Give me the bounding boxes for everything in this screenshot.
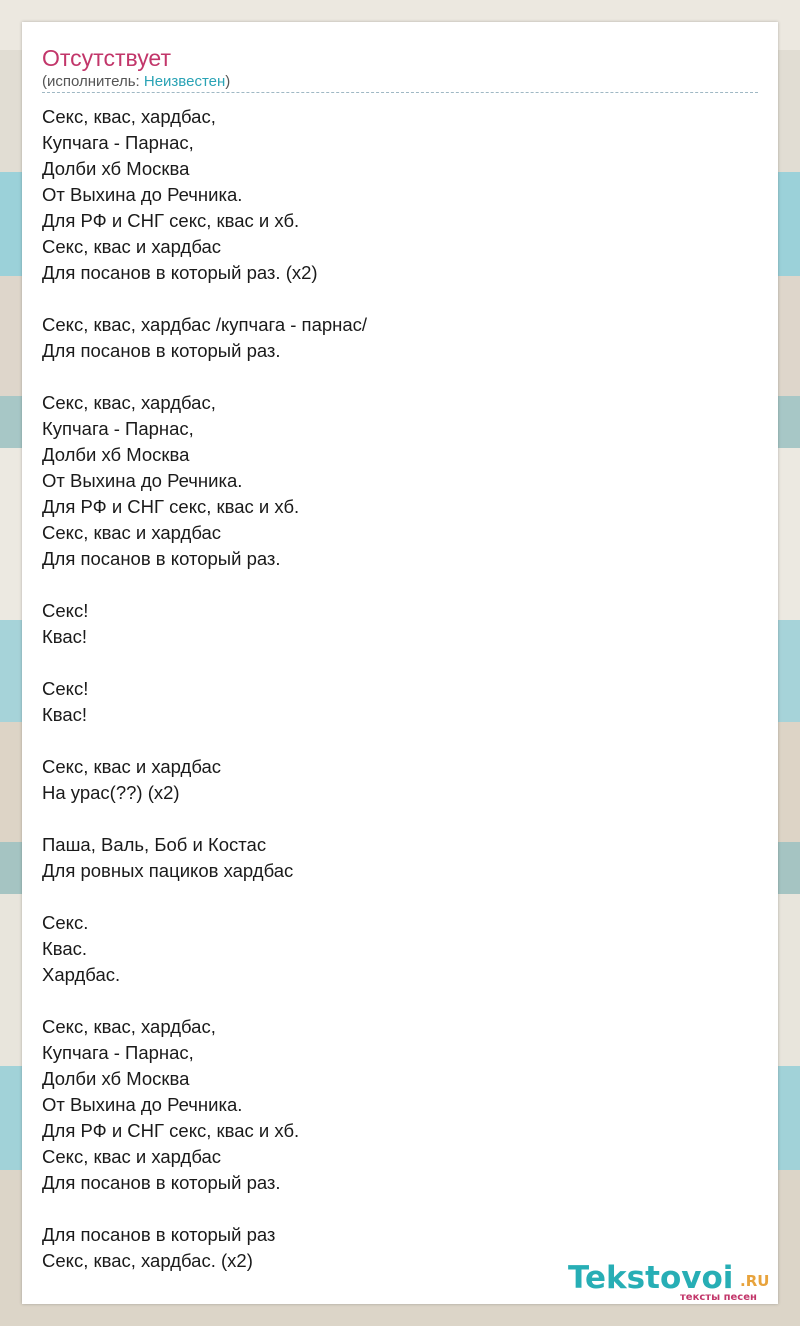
lyric-line: Купчага - Парнас, [42, 1042, 194, 1063]
lyric-blank-line [42, 1196, 758, 1222]
artist-suffix: ) [225, 73, 231, 90]
lyric-line: Квас! [42, 704, 88, 725]
artist-link[interactable]: Неизвестен [143, 73, 226, 90]
lyric-line: Для РФ и СНГ секс, квас и хб. [42, 1120, 300, 1141]
lyric-line: Хардбас. [42, 964, 121, 985]
lyric-blank-line [42, 988, 758, 1014]
lyric-blank-line [42, 650, 758, 676]
logo-tld: .RU [740, 1272, 770, 1290]
lyric-line: Квас. [42, 938, 88, 959]
lyric-line: Паша, Валь, Боб и Костас [42, 834, 267, 855]
lyric-line: Секс! [42, 600, 89, 621]
lyric-line: Для РФ и СНГ секс, квас и хб. [42, 496, 300, 517]
lyric-line: Купчага - Парнас, [42, 132, 194, 153]
lyric-line: Долби хб Москва [42, 444, 190, 465]
artist-prefix: (исполнитель: [42, 73, 144, 90]
lyric-line: На урас(??) (x2) [42, 782, 180, 803]
lyrics-card [22, 22, 778, 1304]
lyric-line: Секс, квас, хардбас, [42, 1016, 216, 1037]
lyric-line: Секс, квас, хардбас. (x2) [42, 1250, 253, 1271]
lyric-line: Для посанов в который раз [42, 1224, 276, 1245]
lyric-blank-line [42, 286, 758, 312]
lyric-line: Для посанов в который раз. [42, 1172, 281, 1193]
lyric-line: Долби хб Москва [42, 1068, 190, 1089]
song-title: Отсутствует [42, 45, 171, 71]
lyric-line: От Выхина до Речника. [42, 1094, 243, 1115]
lyric-blank-line [42, 884, 758, 910]
lyric-line: Купчага - Парнас, [42, 418, 194, 439]
lyric-line: Секс, квас и хардбас [42, 1146, 222, 1167]
lyrics-text [42, 104, 758, 1274]
lyric-line: Секс, квас и хардбас [42, 236, 222, 257]
lyric-line: Секс, квас, хардбас, [42, 392, 216, 413]
lyric-line: Долби хб Москва [42, 158, 190, 179]
lyric-line: Секс. [42, 912, 89, 933]
lyric-line: Секс, квас, хардбас, [42, 106, 216, 127]
lyric-line: От Выхина до Речника. [42, 184, 243, 205]
lyric-blank-line [42, 728, 758, 754]
lyric-line: Квас! [42, 626, 88, 647]
artist-line [42, 72, 230, 92]
title-divider [42, 92, 758, 93]
lyric-line: Секс, квас и хардбас [42, 522, 222, 543]
lyric-line: Для посанов в который раз. [42, 548, 281, 569]
lyric-blank-line [42, 806, 758, 832]
logo-tagline: тексты песен [680, 1292, 757, 1303]
lyric-line: Секс, квас и хардбас [42, 756, 222, 777]
lyric-line: Секс! [42, 678, 89, 699]
lyric-line: От Выхина до Речника. [42, 470, 243, 491]
lyric-line: Для посанов в который раз. (x2) [42, 262, 318, 283]
lyric-line: Для ровных пациков хардбас [42, 860, 294, 881]
lyric-line: Для РФ и СНГ секс, квас и хб. [42, 210, 300, 231]
tekstovoi-logo[interactable] [568, 1260, 778, 1304]
lyric-line: Секс, квас, хардбас /купчага - парнас/ [42, 314, 368, 335]
logo-main-text: Tekstovoi [568, 1260, 734, 1296]
lyric-line: Для посанов в который раз. [42, 340, 281, 361]
lyric-blank-line [42, 364, 758, 390]
lyric-blank-line [42, 572, 758, 598]
